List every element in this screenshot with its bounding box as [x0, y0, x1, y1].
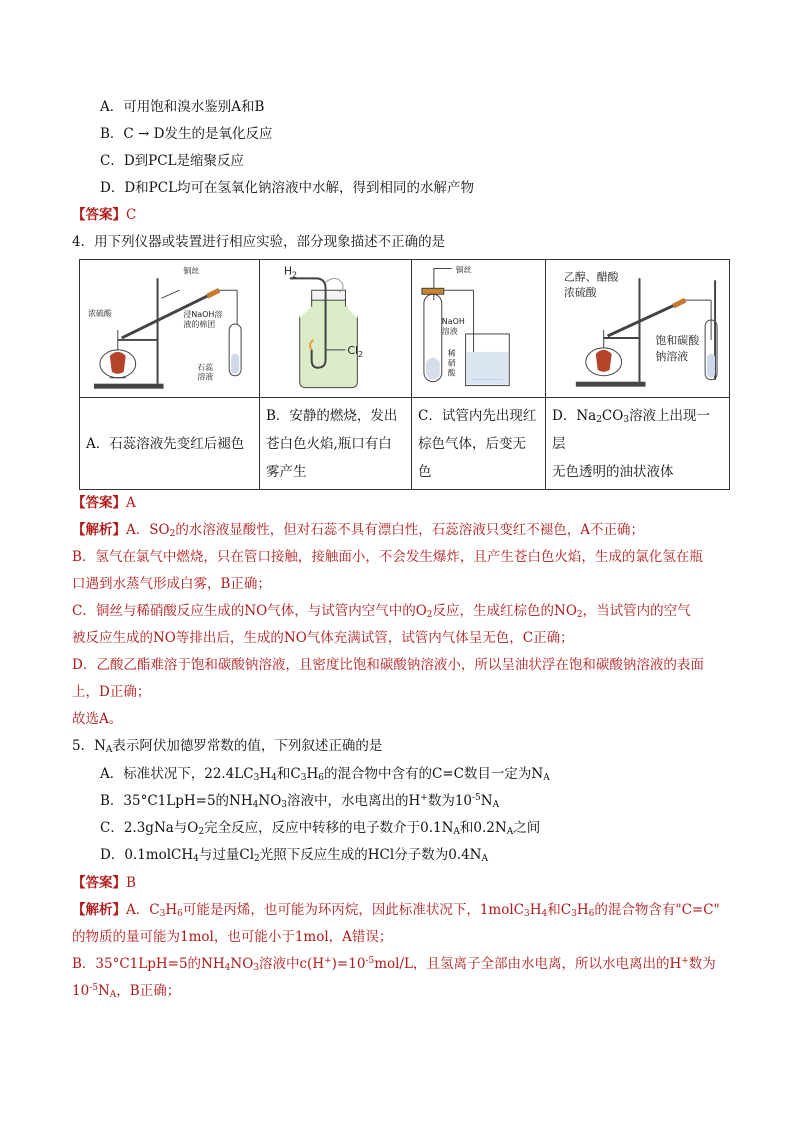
figure-c-label-naoh-1: NaOH: [441, 317, 465, 327]
q3-option-c: C．D到PCL是缩聚反应: [100, 153, 245, 169]
figure-d-cell: [546, 260, 730, 398]
figure-b-h2-burning-in-cl2: [260, 260, 411, 397]
q3-option-d: D．D和PCL均可在氢氧化钠溶液中水解，得到相同的水解产物: [100, 180, 475, 196]
q4-analysis-a: 【解析】A．$SO_2$的水溶液显酸性，但对石蕊不具有漂白性，石蕊溶液只变红不褪色，A不正确；: [72, 522, 645, 539]
option-c-cell: C．试管内先出现红 棕色气体，后变无 色: [412, 398, 546, 490]
figure-d-label-sulfuric-acid: 浓硫酸: [563, 286, 597, 300]
figure-a-cell: [80, 260, 260, 398]
figure-c-label-wire: 铜丝: [455, 265, 472, 275]
figure-c-copper-dilute-nitric: [412, 260, 545, 397]
figure-b-label-h2: $H_2$: [283, 264, 298, 280]
figure-c-label-hno3-1: 稀: [447, 348, 456, 358]
q5-stem: 5．$N_A$表示阿伏加德罗常数的值，下列叙述正确的是: [72, 738, 383, 755]
q3-option-b: B．C → D发生的是氧化反应: [100, 126, 273, 142]
figure-a-label-litmus-1: 石蕊: [197, 362, 214, 372]
figure-c-label-hno3-3: 酸: [447, 368, 456, 378]
q4-analysis-d-1: D．乙酸乙酯难溶于饱和碳酸钠溶液，且密度比饱和碳酸钠溶液小，所以呈油状浮在饱和碳酸钠溶液的表面: [72, 657, 704, 673]
q5-analysis-b-2: $10^{-5}N_A$，B正确；: [72, 983, 181, 1000]
q5-answer: 【答案】B: [72, 875, 136, 891]
q5-option-b: B．35°C1LpH=5的$NH_4NO_3$溶液中，水电离出的H+数为$10^{-5}N_A$: [100, 793, 500, 810]
q4-analysis-c-2: 被反应生成的NO等排出后，生成的NO气体充满试管，试管内气体呈无色，C正确；: [72, 630, 574, 646]
figure-b-cell: [260, 260, 412, 398]
figure-c-label-naoh-2: 溶液: [441, 326, 458, 336]
q5-option-c: C．2.3gNa与$O_2$完全反应，反应中转移的电子数介于$0.1N_A$和$0.2N_A$之间: [100, 820, 541, 837]
figure-a-label-cotton-2: 液的棉团: [183, 320, 216, 330]
option-b-cell: B．安静的燃烧，发出 苍白色火焰,瓶口有白 雾产生: [260, 398, 412, 490]
q4-conclusion: 故选A。: [72, 711, 123, 727]
option-a-cell: A．石蕊溶液先变红后褪色: [80, 398, 260, 490]
q5-analysis-b-1: B．35°C1LpH=5的$NH_4NO_3$溶液中$c(H^+)=10^{-5}mol/L$，且氢离子全部由水电离，所以水电离出的H+数为: [72, 956, 716, 973]
q5-option-a: A．标准状况下，$22.4LC_3H_4$和$C_3H_6$的混合物中含有的C=C数目一定为$N_A$: [100, 766, 550, 783]
figure-a-label-litmus-2: 溶液: [197, 372, 214, 382]
q4-analysis-d-2: 上，D正确；: [72, 684, 151, 700]
figure-d-label-reagents: 乙醇、醋酸: [563, 270, 619, 284]
figure-a-label-wire: 铜丝: [183, 266, 200, 276]
option-d-cell: D．$Na_2CO_3$溶液上出现一层 无色透明的油状液体: [546, 398, 730, 490]
q4-stem: 4．用下列仪器或装置进行相应实验，部分现象描述不正确的是: [72, 234, 446, 250]
figure-c-cell: [412, 260, 546, 398]
q4-answer: 【答案】A: [72, 495, 136, 511]
q3-answer: 【答案】C: [72, 207, 137, 223]
figure-d-label-sat-1: 饱和碳酸: [655, 333, 700, 347]
figure-b-label-cl2: $Cl_2$: [347, 343, 364, 359]
figure-a-label-acid: 浓硫酸: [87, 309, 112, 319]
q4-analysis-b-2: 口遇到水蒸气形成白雾，B正确；: [72, 576, 271, 592]
q5-option-d: D．0.1molCH$_4$与过量$Cl_2$光照下反应生成的HCl分子数为$0.4N_A$: [100, 847, 488, 864]
q4-analysis-b-1: B．氢气在氯气中燃烧，只在管口接触，接触面小，不会发生爆炸，且产生苍白色火焰，生成的氯化氢在瓶: [72, 549, 703, 565]
figure-a-label-cotton-1: 浸NaOH溶: [183, 310, 223, 320]
figure-c-label-hno3-2: 硝: [447, 358, 456, 368]
q3-option-a: A．可用饱和溴水鉴别A和B: [100, 99, 265, 115]
q4-analysis-c-1: C．铜丝与稀硝酸反应生成的NO气体，与试管内空气中的$O_2$反应，生成红棕色的$NO_2$，当试管内的空气: [72, 603, 691, 620]
q4-options-table: [79, 259, 730, 490]
figure-d-label-sat-2: 钠溶液: [655, 349, 689, 363]
figure-a-copper-h2so4-apparatus: [80, 260, 259, 397]
figure-d-ester-preparation: [546, 260, 729, 397]
q5-analysis-a-1: 【解析】A．$C_3H_6$可能是丙烯，也可能为环丙烷，因此标准状况下，$1molC_3H_4$和$C_3H_6$的混合物含有"C=C": [72, 902, 720, 919]
q5-analysis-a-2: 的物质的量可能为1mol，也可能小于1mol，A错误；: [72, 929, 393, 945]
